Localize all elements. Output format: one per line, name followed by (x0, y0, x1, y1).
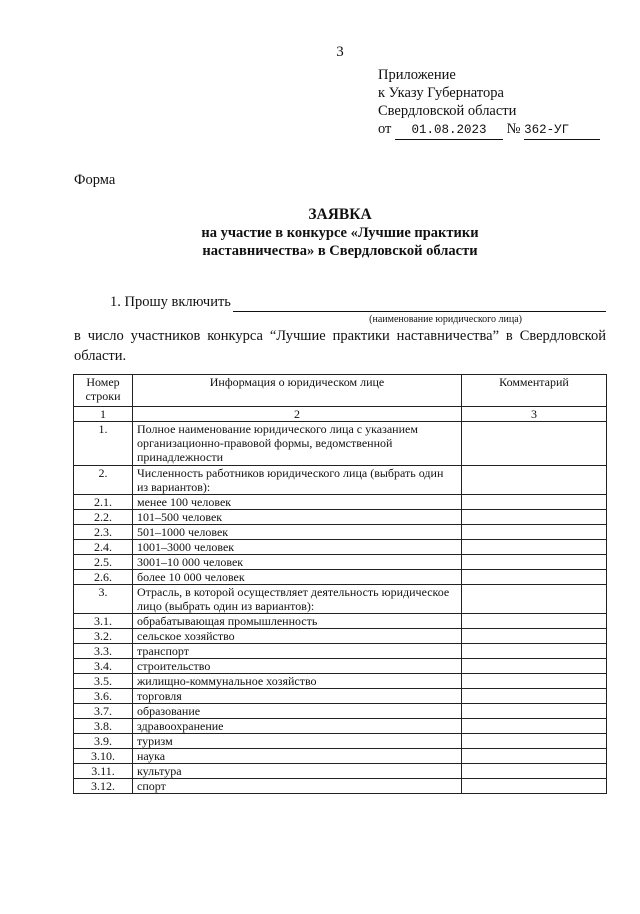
decree-number: 362-УГ (524, 121, 600, 140)
header-comment: Комментарий (462, 375, 607, 407)
row-comment-cell[interactable] (462, 644, 607, 659)
row-comment-cell[interactable] (462, 585, 607, 614)
row-number: 3.10. (74, 749, 133, 764)
row-number: 2.4. (74, 540, 133, 555)
row-info: более 10 000 человек (133, 570, 462, 585)
row-info: туризм (133, 734, 462, 749)
request-paragraph (74, 292, 606, 366)
document-title (0, 206, 640, 260)
row-comment-cell[interactable] (462, 495, 607, 510)
row-comment-cell[interactable] (462, 629, 607, 644)
table-row (74, 674, 607, 689)
table-row (74, 510, 607, 525)
row-comment-cell[interactable] (462, 734, 607, 749)
number-prefix: № (506, 121, 521, 137)
column-number-row (74, 407, 607, 422)
row-info: жилищно-коммунальное хозяйство (133, 674, 462, 689)
table-row (74, 614, 607, 629)
table-row (74, 540, 607, 555)
row-number: 2.2. (74, 510, 133, 525)
row-info: спорт (133, 779, 462, 794)
row-info: транспорт (133, 644, 462, 659)
table-row (74, 570, 607, 585)
row-comment-cell[interactable] (462, 555, 607, 570)
table-row (74, 734, 607, 749)
table-row (74, 779, 607, 794)
appendix-block (378, 66, 600, 140)
row-info: менее 100 человек (133, 495, 462, 510)
table-row (74, 719, 607, 734)
column-number: 1 (74, 407, 133, 422)
request-prefix: 1. Прошу включить (110, 294, 231, 310)
row-number: 3.2. (74, 629, 133, 644)
row-comment-cell[interactable] (462, 674, 607, 689)
appendix-date-line (378, 120, 600, 140)
row-info: торговля (133, 689, 462, 704)
row-info: Численность работников юридического лица (выбрать один из вариантов): (133, 466, 462, 495)
row-comment-cell[interactable] (462, 614, 607, 629)
row-comment-cell[interactable] (462, 466, 607, 495)
row-number: 3.8. (74, 719, 133, 734)
row-comment-cell[interactable] (462, 779, 607, 794)
table-row (74, 629, 607, 644)
row-number: 3.11. (74, 764, 133, 779)
table-row (74, 555, 607, 570)
row-number: 2.5. (74, 555, 133, 570)
page-number: 3 (336, 44, 344, 60)
row-number: 2.1. (74, 495, 133, 510)
row-comment-cell[interactable] (462, 510, 607, 525)
row-comment-cell[interactable] (462, 704, 607, 719)
table-row (74, 466, 607, 495)
appendix-line-3: Свердловской области (378, 103, 517, 119)
row-comment-cell[interactable] (462, 749, 607, 764)
appendix-line-1: Приложение (378, 67, 456, 83)
table-row (74, 749, 607, 764)
table-row (74, 659, 607, 674)
row-number: 3.3. (74, 644, 133, 659)
table-row (74, 495, 607, 510)
table-row (74, 585, 607, 614)
request-text: в число участников конкурса “Лучшие практики наставничества” в Свердловской области. (74, 328, 606, 364)
row-comment-cell[interactable] (462, 570, 607, 585)
row-info: 501–1000 человек (133, 525, 462, 540)
table-row (74, 644, 607, 659)
row-number: 2.6. (74, 570, 133, 585)
table-header-row (74, 375, 607, 407)
row-info: сельское хозяйство (133, 629, 462, 644)
row-info: 1001–3000 человек (133, 540, 462, 555)
table-row (74, 422, 607, 466)
row-comment-cell[interactable] (462, 689, 607, 704)
table-row (74, 525, 607, 540)
entity-name-blank[interactable] (233, 297, 606, 312)
table-row (74, 689, 607, 704)
row-number: 1. (74, 422, 133, 466)
row-number: 3. (74, 585, 133, 614)
row-info: обрабатывающая промышленность (133, 614, 462, 629)
appendix-line-2: к Указу Губернатора (378, 85, 504, 101)
row-number: 3.12. (74, 779, 133, 794)
title-line-3: наставничества» в Свердловской области (202, 243, 478, 259)
application-table (73, 374, 607, 794)
row-info: строительство (133, 659, 462, 674)
row-comment-cell[interactable] (462, 525, 607, 540)
row-number: 3.5. (74, 674, 133, 689)
column-number: 3 (462, 407, 607, 422)
table-row (74, 704, 607, 719)
row-number: 3.9. (74, 734, 133, 749)
table-row (74, 764, 607, 779)
title-main: ЗАЯВКА (308, 206, 372, 223)
header-info: Информация о юридическом лице (133, 375, 462, 407)
decree-date: 01.08.2023 (395, 121, 503, 140)
row-number: 3.7. (74, 704, 133, 719)
row-number: 2. (74, 466, 133, 495)
column-number: 2 (133, 407, 462, 422)
date-prefix: от (378, 121, 392, 137)
row-info: Полное наименование юридического лица с указанием организационно-правовой формы, ведомственной принадлежности (133, 422, 462, 466)
row-comment-cell[interactable] (462, 719, 607, 734)
row-comment-cell[interactable] (462, 422, 607, 466)
header-row-number: Номер строки (74, 375, 133, 407)
entity-name-hint: (наименование юридического лица) (369, 314, 522, 325)
row-number: 3.6. (74, 689, 133, 704)
title-line-2: на участие в конкурсе «Лучшие практики (201, 225, 479, 241)
row-number: 3.4. (74, 659, 133, 674)
row-comment-cell[interactable] (462, 540, 607, 555)
row-info: Отрасль, в которой осуществляет деятельность юридическое лицо (выбрать один из вариантов): (133, 585, 462, 614)
row-number: 2.3. (74, 525, 133, 540)
row-info: 101–500 человек (133, 510, 462, 525)
row-info: здравоохранение (133, 719, 462, 734)
row-info: образование (133, 704, 462, 719)
form-label: Форма (74, 172, 116, 188)
row-comment-cell[interactable] (462, 659, 607, 674)
row-number: 3.1. (74, 614, 133, 629)
row-comment-cell[interactable] (462, 764, 607, 779)
row-info: 3001–10 000 человек (133, 555, 462, 570)
row-info: культура (133, 764, 462, 779)
row-info: наука (133, 749, 462, 764)
